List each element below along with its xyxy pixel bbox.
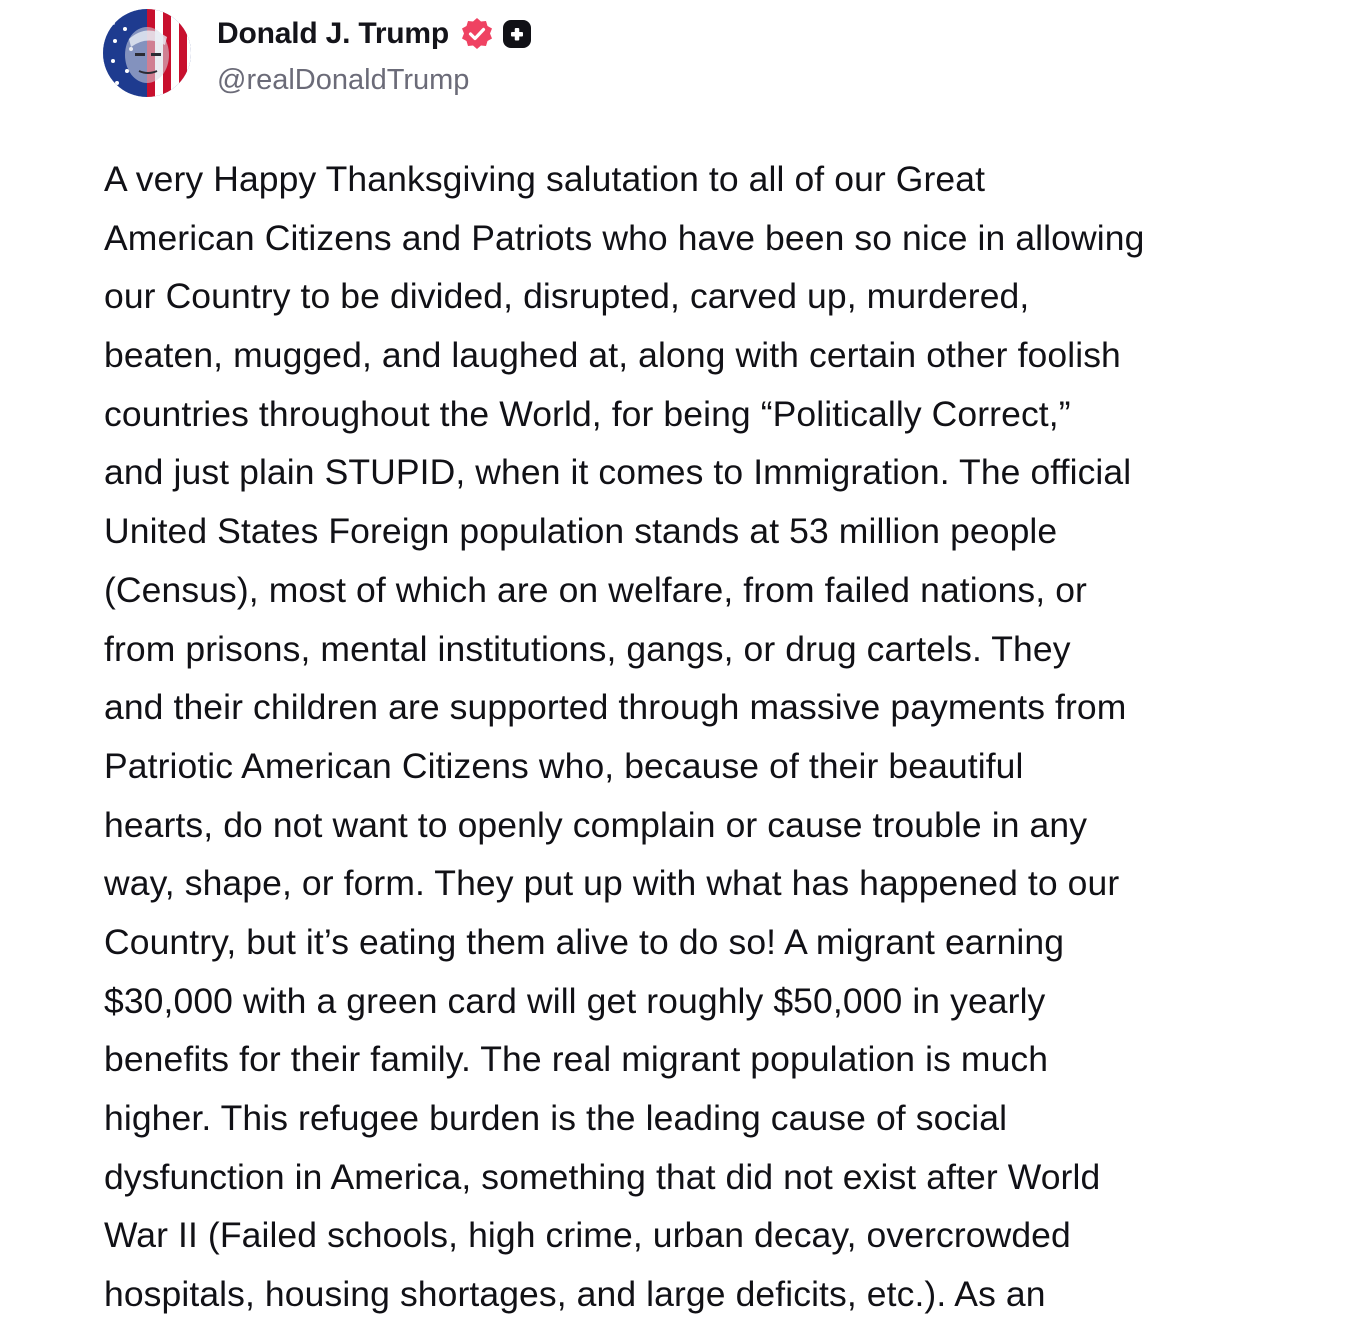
plus-badge-icon	[501, 18, 533, 50]
post-text-line: countries throughout the World, for being “Politically Correct,”	[104, 393, 1071, 434]
post-text-line: higher. This refugee burden is the leading cause of social	[104, 1098, 1008, 1138]
post-text-line: $30,000 with a green card will get roughly $50,000 in yearly	[104, 980, 1046, 1021]
post-text-line: American Citizens and Patriots who have been so nice in allowing	[104, 217, 1145, 258]
post-text-line: and just plain STUPID, when it comes to Immigration. The official	[104, 452, 1132, 493]
post-text-line: (Census), most of which are on welfare, from failed nations, or	[104, 569, 1087, 610]
post-text-line: hospitals, housing shortages, and large deficits, etc.). As an	[104, 1274, 1046, 1315]
post-text-line: Country, but it’s eating them alive to do so! A migrant earning	[104, 921, 1065, 962]
avatar-image	[103, 9, 191, 97]
author-row	[217, 14, 533, 54]
post-text-line: Patriotic American Citizens who, because of their beautiful	[104, 745, 1024, 786]
profile-avatar[interactable]	[103, 9, 191, 97]
post-text-line: dysfunction in America, something that did not exist after World	[104, 1156, 1101, 1197]
post-text-line: benefits for their family. The real migrant population is much	[104, 1039, 1049, 1080]
post-text-line: United States Foreign population stands at 53 million people	[104, 511, 1058, 552]
verified-badge-icon	[459, 16, 495, 52]
author-display-name[interactable]: Donald J. Trump	[217, 17, 450, 50]
post-text-line: way, shape, or form. They put up with what has happened to our	[104, 863, 1120, 904]
post-text-line: hearts, do not want to openly complain or cause trouble in any	[104, 804, 1088, 845]
post-text-line: our Country to be divided, disrupted, carved up, murdered,	[104, 276, 1030, 317]
author-handle[interactable]: @realDonaldTrump	[217, 64, 470, 96]
post-body	[104, 150, 1284, 1324]
post-text-line: beaten, mugged, and laughed at, along with certain other foolish	[104, 335, 1121, 376]
post-text-line: War II (Failed schools, high crime, urban decay, overcrowded	[104, 1215, 1071, 1256]
post-text-line: A very Happy Thanksgiving salutation to all of our Great	[104, 159, 986, 199]
post-text-line: and their children are supported through massive payments from	[104, 687, 1127, 728]
post-text-line: from prisons, mental institutions, gangs, or drug cartels. They	[104, 628, 1071, 669]
